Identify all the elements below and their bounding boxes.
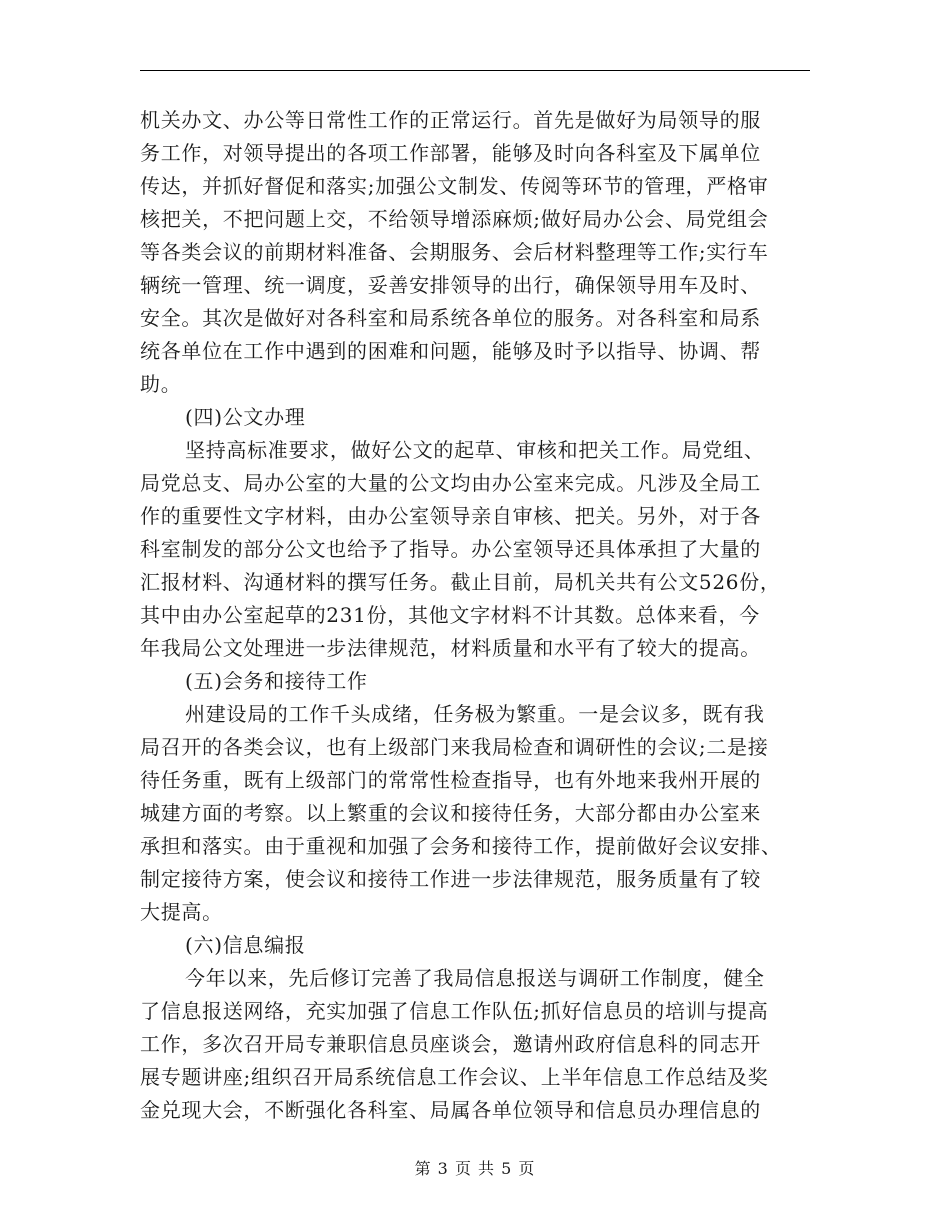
text-line: 安全。其次是做好对各科室和局系统各单位的服务。对各科室和局系 xyxy=(140,306,761,330)
text-line: 年我局公文处理进一步法律规范，材料质量和水平有了较大的提高。 xyxy=(140,636,761,660)
text-line: 今年以来，先后修订完善了我局信息报送与调研工作制度，健全 xyxy=(185,966,765,990)
text-line: 局党总支、局办公室的大量的公文均由办公室来完成。凡涉及全局工 xyxy=(140,471,761,495)
text-line: 金兑现大会，不断强化各科室、局属各单位领导和信息员办理信息的 xyxy=(140,1098,761,1122)
section-heading: (四)公文办理 xyxy=(185,405,306,429)
text-line: 展专题讲座;组织召开局系统信息工作会议、上半年信息工作总结及奖 xyxy=(140,1065,769,1089)
section-heading: (五)会务和接待工作 xyxy=(185,669,368,693)
text-line: 等各类会议的前期材料准备、会期服务、会后材料整理等工作;实行车 xyxy=(140,240,769,264)
text-line: 坚持高标准要求，做好公文的起草、审核和把关工作。局党组、 xyxy=(185,438,765,462)
document-body xyxy=(140,104,810,1127)
text-line: 大提高。 xyxy=(140,900,223,924)
header-rule xyxy=(140,70,810,71)
text-line: 州建设局的工作千头成绪，任务极为繁重。一是会议多，既有我 xyxy=(185,702,765,726)
text-line: 制定接待方案，使会议和接待工作进一步法律规范，服务质量有了较 xyxy=(140,867,761,891)
text-line: 务工作，对领导提出的各项工作部署，能够及时向各科室及下属单位 xyxy=(140,141,761,165)
text-line: 核把关，不把问题上交，不给领导增添麻烦;做好局办公会、局党组会 xyxy=(140,207,769,231)
text-line: 待任务重，既有上级部门的常常性检查指导，也有外地来我州开展的 xyxy=(140,768,761,792)
text-line: 局召开的各类会议，也有上级部门来我局检查和调研性的会议;二是接 xyxy=(140,735,769,759)
text-line: 城建方面的考察。以上繁重的会议和接待任务，大部分都由办公室来 xyxy=(140,801,761,825)
text-line: 机关办文、办公等日常性工作的正常运行。首先是做好为局领导的服 xyxy=(140,108,761,132)
paragraph xyxy=(140,962,810,1127)
section-heading: (六)信息编报 xyxy=(185,933,306,957)
text-line: 了信息报送网络，充实加强了信息工作队伍;抓好信息员的培训与提高 xyxy=(140,999,769,1023)
text-line: 承担和落实。由于重视和加强了会务和接待工作，提前做好会议安排、 xyxy=(140,834,782,858)
paragraph xyxy=(140,698,810,929)
paragraph xyxy=(140,104,810,401)
text-line: 传达，并抓好督促和落实;加强公文制发、传阅等环节的管理，严格审 xyxy=(140,174,769,198)
text-line: 工作，多次召开局专兼职信息员座谈会，邀请州政府信息科的同志开 xyxy=(140,1032,761,1056)
page-number-footer: 第 3 页 共 5 页 xyxy=(414,1159,536,1178)
text-line: 汇报材料、沟通材料的撰写任务。截止目前，局机关共有公文526份， xyxy=(140,570,781,594)
text-line: 作的重要性文字材料，由办公室领导亲自审核、把关。另外，对于各 xyxy=(140,504,761,528)
text-line: 辆统一管理、统一调度，妥善安排领导的出行，确保领导用车及时、 xyxy=(140,273,761,297)
text-line: 其中由办公室起草的231份，其他文字材料不计其数。总体来看，今 xyxy=(140,603,760,627)
text-line: 科室制发的部分公文也给予了指导。办公室领导还具体承担了大量的 xyxy=(140,537,761,561)
text-line: 统各单位在工作中遇到的困难和问题，能够及时予以指导、协调、帮 xyxy=(140,339,761,363)
paragraph xyxy=(140,434,810,665)
text-line: 助。 xyxy=(140,372,182,396)
